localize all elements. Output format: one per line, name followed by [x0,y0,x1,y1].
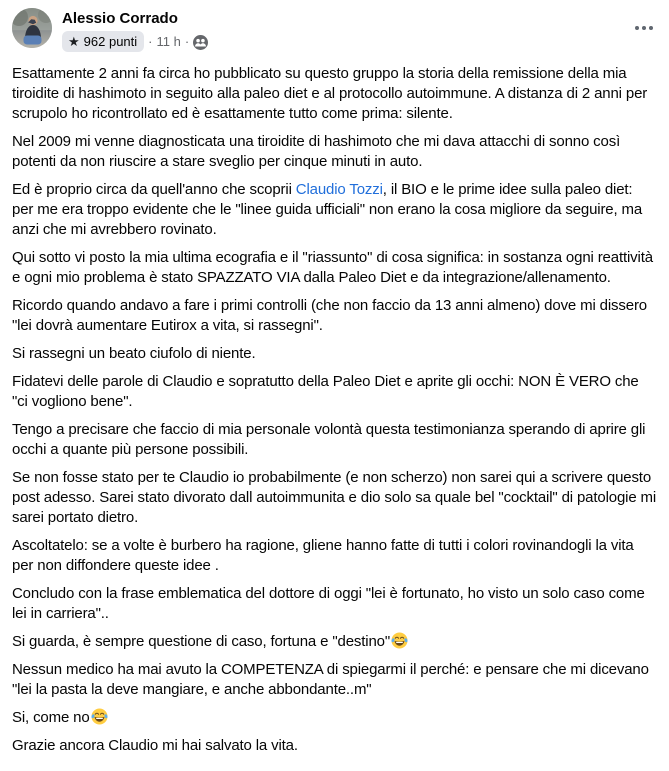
post-paragraph: Fidatevi delle parole di Claudio e sopratutto della Paleo Diet e aprite gli occhi: NON È VERO che "ci vogliono bene". [12,373,639,410]
group-privacy-icon [193,35,208,50]
badge-star-icon: ★ [68,34,80,49]
author-avatar[interactable] [12,8,52,48]
more-options-button[interactable] [633,20,655,36]
more-options-dot [642,26,646,30]
post-meta-row [62,31,208,52]
more-options-dot [649,26,653,30]
post-paragraph: Se non fosse stato per te Claudio io probabilmente (e non scherzo) non sarei qui a scrivere questo post adesso. Sarei stato divorato dall autoimmunita e dio solo sa quale bel "cocktail" di patologie mi sarei portato dietro. [12,469,657,526]
more-options-dot [635,26,639,30]
avatar-photo [12,8,52,48]
contributor-badge [62,31,144,52]
post-paragraph: Si, come no [12,708,657,728]
post-paragraph: Si rassegni un beato ciufolo di niente. [12,345,256,362]
post-paragraph: Si guarda, è sempre questione di caso, fortuna e "destino" [12,632,657,652]
post-paragraph: Ed è proprio circa da quell'anno che scoprii Claudio Tozzi, il BIO e le prime idee sulla paleo diet: per me era troppo evidente che le "linee guida ufficiali" non erano la cosa migliore da seguire, ma anzi che mi avrebbero rovinato. [12,181,643,238]
author-name[interactable]: Alessio Corrado [62,10,178,27]
face-with-tears-of-joy-emoji [391,632,408,649]
post-paragraph: Tengo a precisare che faccio di mia personale volontà questa testimonianza sperando di aprire gli occhi a quante più persone possibili. [12,421,646,458]
face-with-tears-of-joy-emoji [91,708,108,725]
post-body [0,52,669,756]
post-paragraph: Grazie ancora Claudio mi hai salvato la vita. [12,737,298,754]
header-text-block [62,8,208,52]
post-paragraph: Concludo con la frase emblematica del dottore di oggi "lei è fortunato, ho visto un solo caso come lei in carriera".. [12,585,645,622]
mention-link[interactable]: Claudio Tozzi [295,181,383,198]
badge-label: 962 punti [83,34,138,49]
post-header [0,0,669,52]
meta-separator: · [148,34,153,49]
post-paragraph: Qui sotto vi posto la mia ultima ecografia e il "riassunto" di cosa significa: in sostanza ogni reattività e ogni mio problema è stato SPAZZATO VIA dalla Paleo Diet e da integrazione/allenamento. [12,249,653,286]
post-paragraph: Ascoltatelo: se a volte è burbero ha ragione, gliene hanno fatte di tutti i colori rovinandogli la vita per non diffondere queste idee . [12,537,634,574]
post-paragraph: Ricordo quando andavo a fare i primi controlli (che non faccio da 13 anni almeno) dove mi dissero "lei dovrà aumentare Eutirox a vita, si rassegni". [12,297,647,334]
post-paragraph: Nessun medico ha mai avuto la COMPETENZA di spiegarmi il perché: e pensare che mi dicevano "lei la pasta la deve mangiare, e anche abbondante..m" [12,661,649,698]
post-paragraph: Nel 2009 mi venne diagnosticata una tiroidite di hashimoto che mi dava attacchi di sonno così potenti da non riuscire a stare sveglio per cinque minuti in auto. [12,133,621,170]
post-paragraph: Esattamente 2 anni fa circa ho pubblicato su questo gruppo la storia della remissione della mia tiroidite di hashimoto in seguito alla paleo diet e al protocollo autoimmune. A distanza di 2 anni per scrupolo ho ricontrollato ed è esattamente tutto come prima: silente. [12,65,648,122]
timestamp[interactable]: 11 h [156,34,181,49]
meta-separator: · [184,34,190,49]
